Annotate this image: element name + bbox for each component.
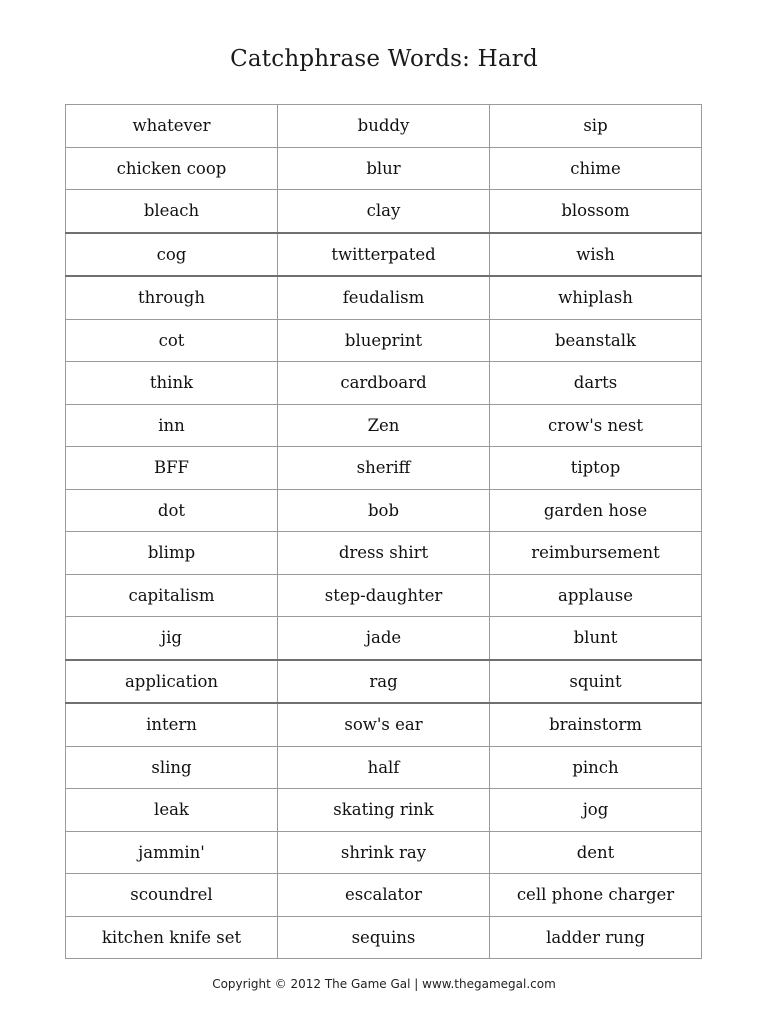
- table-row: [66, 831, 702, 874]
- word-cell: sip: [490, 105, 702, 148]
- word-cell: BFF: [66, 447, 278, 490]
- word-cell: sequins: [278, 916, 490, 959]
- word-cell: cog: [66, 233, 278, 277]
- table-row: [66, 617, 702, 660]
- word-cell: dress shirt: [278, 532, 490, 575]
- word-cell: sheriff: [278, 447, 490, 490]
- word-cell: crow's nest: [490, 404, 702, 447]
- word-cell: jammin': [66, 831, 278, 874]
- page-title: Catchphrase Words: Hard: [230, 46, 538, 72]
- word-cell: through: [66, 276, 278, 319]
- word-cell: chime: [490, 147, 702, 190]
- word-cell: ladder rung: [490, 916, 702, 959]
- word-cell: kitchen knife set: [66, 916, 278, 959]
- table-row: [66, 916, 702, 959]
- word-cell: bob: [278, 489, 490, 532]
- word-cell: half: [278, 746, 490, 789]
- word-cell: cell phone charger: [490, 874, 702, 917]
- table-row: [66, 489, 702, 532]
- word-cell: chicken coop: [66, 147, 278, 190]
- copyright-footer: Copyright © 2012 The Game Gal | www.thegamegal.com: [212, 977, 556, 991]
- word-cell: beanstalk: [490, 319, 702, 362]
- word-cell: squint: [490, 660, 702, 704]
- word-cell: application: [66, 660, 278, 704]
- word-cell: dent: [490, 831, 702, 874]
- table-row: [66, 105, 702, 148]
- word-cell: blimp: [66, 532, 278, 575]
- table-row: [66, 660, 702, 704]
- word-cell: jig: [66, 617, 278, 660]
- table-row: [66, 404, 702, 447]
- word-cell: blur: [278, 147, 490, 190]
- word-cell: bleach: [66, 190, 278, 233]
- word-cell: twitterpated: [278, 233, 490, 277]
- word-cell: applause: [490, 574, 702, 617]
- word-cell: step-daughter: [278, 574, 490, 617]
- table-row: [66, 447, 702, 490]
- word-cell: leak: [66, 789, 278, 832]
- table-row: [66, 703, 702, 746]
- table-row: [66, 190, 702, 233]
- word-cell: tiptop: [490, 447, 702, 490]
- table-row: [66, 532, 702, 575]
- word-cell: cardboard: [278, 362, 490, 405]
- word-cell: darts: [490, 362, 702, 405]
- word-table: [65, 104, 702, 959]
- word-cell: blossom: [490, 190, 702, 233]
- word-cell: brainstorm: [490, 703, 702, 746]
- table-row: [66, 147, 702, 190]
- table-row: [66, 276, 702, 319]
- word-cell: cot: [66, 319, 278, 362]
- table-row: [66, 874, 702, 917]
- word-cell: escalator: [278, 874, 490, 917]
- word-cell: blunt: [490, 617, 702, 660]
- word-cell: sling: [66, 746, 278, 789]
- word-cell: garden hose: [490, 489, 702, 532]
- word-cell: capitalism: [66, 574, 278, 617]
- word-cell: whatever: [66, 105, 278, 148]
- word-cell: intern: [66, 703, 278, 746]
- word-cell: dot: [66, 489, 278, 532]
- word-cell: sow's ear: [278, 703, 490, 746]
- table-row: [66, 574, 702, 617]
- word-cell: shrink ray: [278, 831, 490, 874]
- word-cell: jade: [278, 617, 490, 660]
- word-cell: skating rink: [278, 789, 490, 832]
- word-cell: clay: [278, 190, 490, 233]
- word-cell: feudalism: [278, 276, 490, 319]
- word-cell: Zen: [278, 404, 490, 447]
- word-cell: inn: [66, 404, 278, 447]
- word-cell: jog: [490, 789, 702, 832]
- table-row: [66, 319, 702, 362]
- word-cell: scoundrel: [66, 874, 278, 917]
- word-cell: buddy: [278, 105, 490, 148]
- word-cell: reimbursement: [490, 532, 702, 575]
- table-row: [66, 789, 702, 832]
- word-cell: pinch: [490, 746, 702, 789]
- word-cell: rag: [278, 660, 490, 704]
- word-cell: think: [66, 362, 278, 405]
- word-cell: wish: [490, 233, 702, 277]
- word-cell: blueprint: [278, 319, 490, 362]
- table-row: [66, 233, 702, 277]
- table-row: [66, 746, 702, 789]
- word-cell: whiplash: [490, 276, 702, 319]
- table-row: [66, 362, 702, 405]
